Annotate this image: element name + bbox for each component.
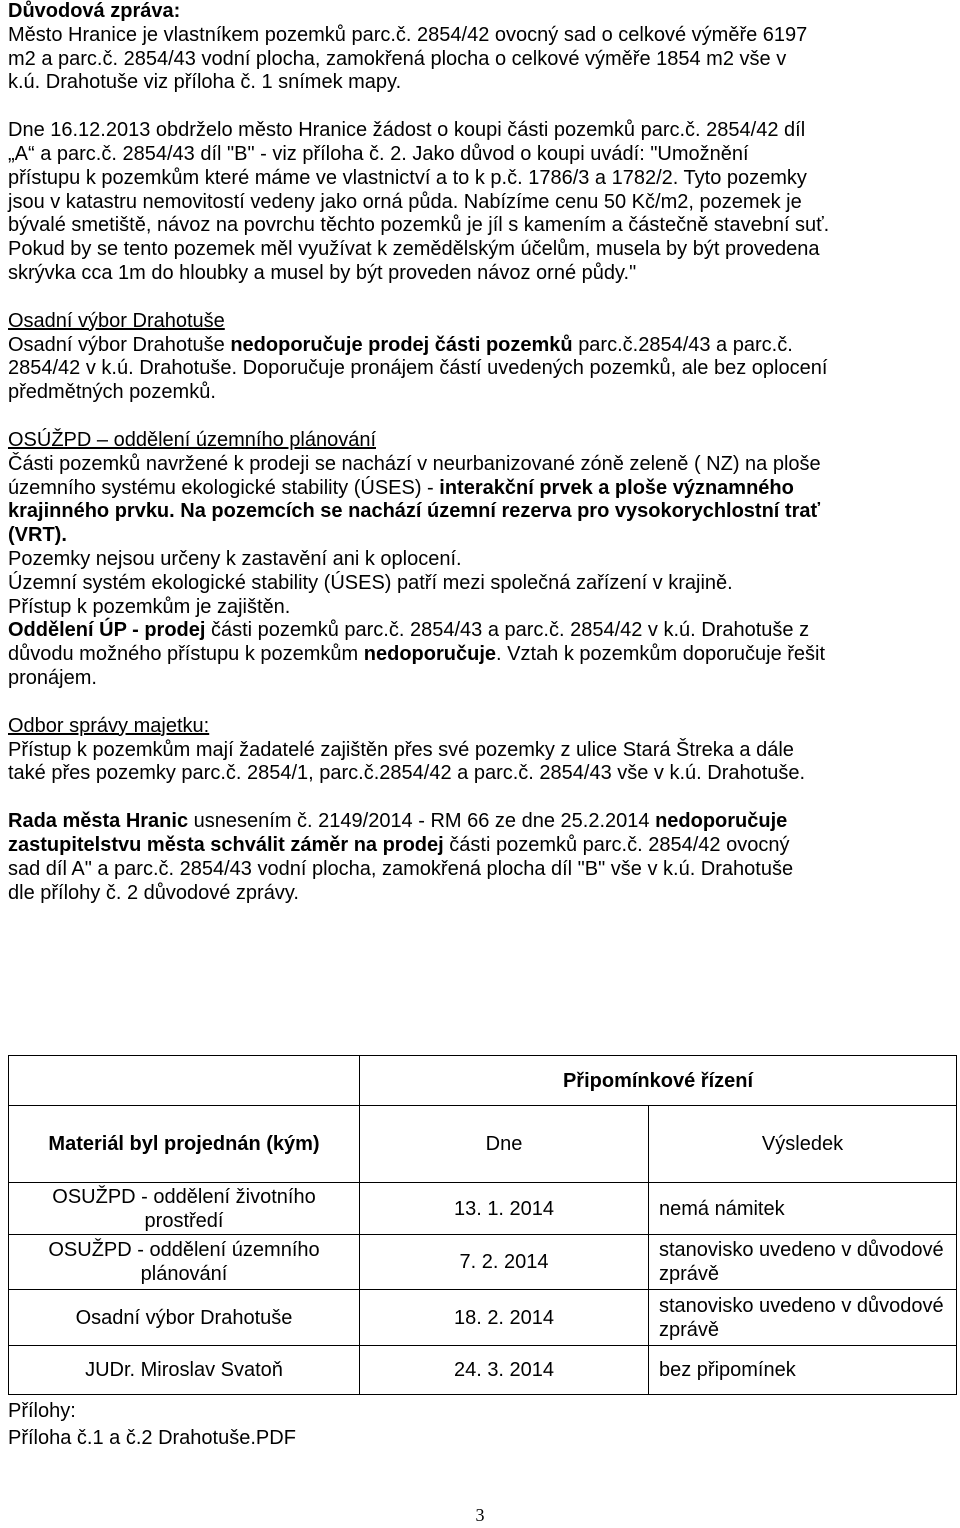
osuzpd-heading: OSÚŽPD – oddělení územního plánování — [8, 428, 376, 451]
row-result: stanovisko uvedeno v důvodové zprávě — [649, 1290, 957, 1346]
row-result: nemá námitek — [649, 1183, 957, 1235]
rada-line-1: Rada města Hranic usnesením č. 2149/2014 - RM 66 ze dne 25.2.2014 nedoporučuje — [8, 810, 788, 833]
osuzpd-line-4: (VRT). — [8, 524, 67, 547]
osuzpd-line-5: Pozemky nejsou určeny k zastavění ani k oplocení. — [8, 547, 462, 570]
attachments-label: Přílohy: — [8, 1400, 76, 1422]
row-result: stanovisko uvedeno v důvodové zprávě — [649, 1235, 957, 1290]
header-material: Materiál byl projednán (kým) — [9, 1106, 360, 1183]
odbor-heading: Odbor správy majetku: — [8, 714, 210, 737]
header-date: Dne — [360, 1106, 649, 1183]
row-date: 7. 2. 2014 — [360, 1235, 649, 1290]
odbor-line-2: také přes pozemky parc.č. 2854/1, parc.č.2854/42 a parc.č. 2854/43 vše v k.ú. Drahotuše. — [8, 762, 806, 785]
osuzpd-line-9: důvodu možného přístupu k pozemkům nedoporučuje. Vztah k pozemkům doporučuje řešit — [8, 643, 826, 666]
table-row — [9, 1183, 957, 1235]
attachment-item: Příloha č.1 a č.2 Drahotuše.PDF — [8, 1427, 296, 1449]
request-line-4: jsou v katastru nemovitostí vedeny jako orná půda. Nabízíme cenu 50 Kč/m2, pozemek je — [8, 190, 802, 213]
osadni-line-1: Osadní výbor Drahotuše nedoporučuje prodej části pozemků parc.č.2854/43 a parc.č. — [8, 333, 793, 356]
row-date: 13. 1. 2014 — [360, 1183, 649, 1235]
osuzpd-line-10: pronájem. — [8, 666, 97, 689]
table-row — [9, 1235, 957, 1290]
odbor-line-1: Přístup k pozemkům mají žadatelé zajištěn přes své pozemky z ulice Stará Štreka a dále — [8, 738, 794, 761]
request-line-6: Pokud by se tento pozemek měl využívat k zemědělským účelům, musela by být provedena — [8, 238, 820, 261]
osadni-line-3: předmětných pozemků. — [8, 381, 216, 404]
row-who: OSUŽPD - oddělení územního plánování — [9, 1235, 360, 1290]
request-line-5: bývalé smetiště, návoz na povrchu těchto pozemků je jíl s kamením a částečně stavební suť. — [8, 214, 830, 237]
osadni-heading: Osadní výbor Drahotuše — [8, 309, 225, 332]
rada-line-4: dle přílohy č. 2 důvodové zprávy. — [8, 881, 299, 904]
table-row — [9, 1290, 957, 1346]
rada-line-3: sad díl A" a parc.č. 2854/43 vodní plocha, zamokřená plocha díl "B" vše v k.ú. Drahotuše — [8, 857, 794, 880]
intro-line-2: m2 a parc.č. 2854/43 vodní plocha, zamokřená plocha o celkové výměře 1854 m2 vše v — [8, 47, 787, 70]
page-number: 3 — [475, 1505, 485, 1525]
osuzpd-line-2: územního systému ekologické stability (ÚSES) - interakční prvek a ploše významného — [8, 476, 794, 499]
request-line-2: „A“ a parc.č. 2854/43 díl "B" - viz příloha č. 2. Jako důvod o koupi uvádí: "Umožnění — [8, 142, 749, 165]
row-who: OSUŽPD - oddělení životního prostředí — [9, 1183, 360, 1235]
row-who: Osadní výbor Drahotuše — [9, 1290, 360, 1346]
attachments — [8, 1398, 296, 1452]
osuzpd-line-6: Územní systém ekologické stability (ÚSES) patří mezi společná zařízení v krajině. — [8, 571, 733, 594]
osuzpd-line-1: Části pozemků navržené k prodeji se nachází v neurbanizované zóně zeleně ( NZ) na ploše — [8, 452, 821, 475]
intro-line-1: Město Hranice je vlastníkem pozemků parc.č. 2854/42 ovocný sad o celkové výměře 6197 — [8, 23, 808, 46]
rada-line-2: zastupitelstvu města schválit záměr na prodej části pozemků parc.č. 2854/42 ovocný — [8, 833, 790, 856]
row-who: JUDr. Miroslav Svatoň — [9, 1346, 360, 1395]
row-result: bez připomínek — [649, 1346, 957, 1395]
osadni-line-2: 2854/42 v k.ú. Drahotuše. Doporučuje pronájem částí uvedených pozemků, ale bez oplocení — [8, 357, 828, 380]
header-result: Výsledek — [649, 1106, 957, 1183]
osuzpd-line-3: krajinného prvku. Na pozemcích se nachází územní rezerva pro vysokorychlostní trať — [8, 500, 821, 523]
request-line-1: Dne 16.12.2013 obdrželo město Hranice žádost o koupi části pozemků parc.č. 2854/42 díl — [8, 119, 806, 142]
row-date: 24. 3. 2014 — [360, 1346, 649, 1395]
table-row — [9, 1346, 957, 1395]
request-line-3: přístupu k pozemkům které máme ve vlastnictví a to k p.č. 1786/3 a 1782/2. Tyto pozemky — [8, 166, 807, 189]
osuzpd-line-8: Oddělení ÚP - prodej části pozemků parc.č. 2854/43 a parc.č. 2854/42 v k.ú. Drahotuše z — [8, 619, 810, 642]
row-date: 18. 2. 2014 — [360, 1290, 649, 1346]
report-title: Důvodová zpráva: — [8, 0, 181, 22]
review-table-title: Připomínkové řízení — [360, 1056, 957, 1106]
intro-line-3: k.ú. Drahotuše viz příloha č. 1 snímek mapy. — [8, 71, 402, 94]
request-line-7: skrývka cca 1m do hloubky a musel by být proveden návoz orné půdy." — [8, 261, 637, 284]
review-table — [8, 1055, 957, 1395]
osuzpd-line-7: Přístup k pozemkům je zajištěn. — [8, 595, 291, 618]
document-body — [8, 0, 954, 905]
